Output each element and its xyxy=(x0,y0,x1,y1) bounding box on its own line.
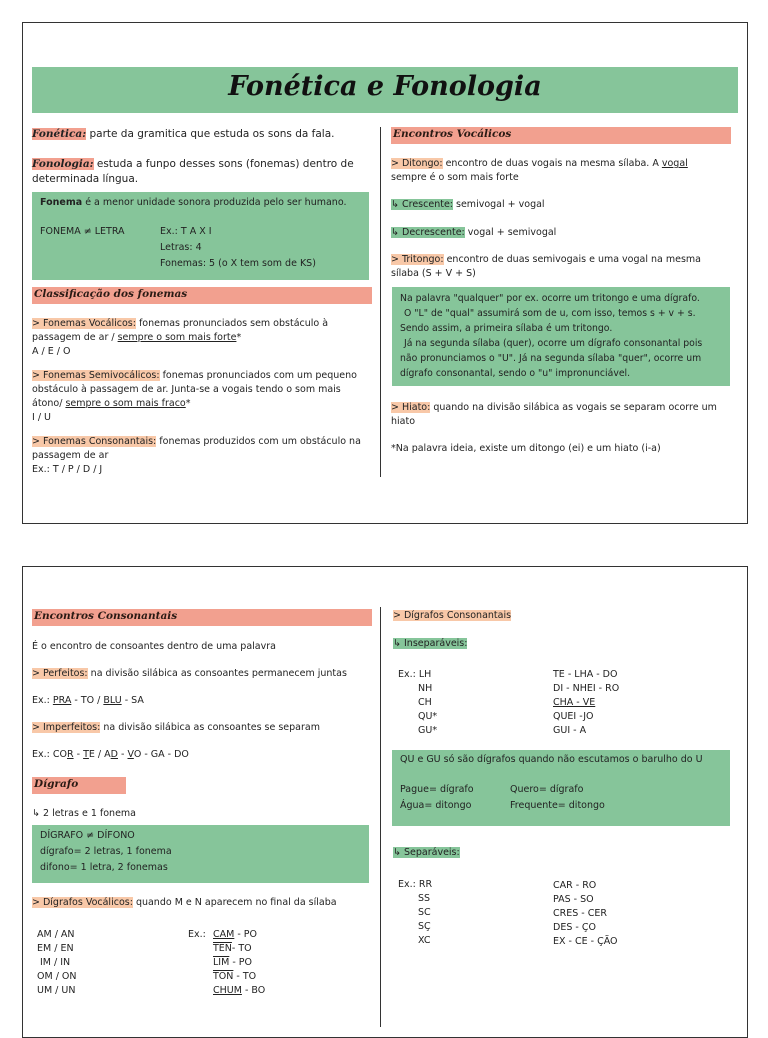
qu-gu-box xyxy=(392,750,730,826)
pague-example: Pague= dígrafo xyxy=(400,784,474,795)
digraph-example: DES - ÇO xyxy=(553,922,596,933)
separaveis-label: Separáveis: xyxy=(404,847,460,858)
syllable: - xyxy=(121,749,125,760)
digraph-item: Ex.: LH xyxy=(398,669,432,680)
syllable: O - GA - DO xyxy=(133,749,189,760)
quero-example: Quero= dígrafo xyxy=(510,784,584,795)
encontros-consonantais-intro: É o encontro de consoantes dentro de uma palavra xyxy=(32,641,276,652)
hiato-block xyxy=(391,401,736,429)
fonemas-count: Fonemas: 5 (o X tem som de KS) xyxy=(160,258,316,269)
imperfeitos-label: > Imperfeitos: xyxy=(32,722,101,733)
perfeitos-example xyxy=(32,694,144,708)
arrow-icon: ↳ xyxy=(391,227,399,238)
digraph-item: SC xyxy=(418,907,431,918)
page-two xyxy=(22,566,748,1038)
crescente-text: semivogal + vogal xyxy=(456,199,545,210)
inseparaveis-digraphs xyxy=(398,668,437,738)
tritongo-label: > Tritongo: xyxy=(391,254,444,265)
tritongo-box-line: Sendo assim, a primeira sílaba é um tritongo. xyxy=(400,323,613,334)
vowel-examples-label: Ex.: xyxy=(188,929,206,940)
digrafo-difono-box xyxy=(32,825,369,883)
classificacao-header-text: Classificação dos fonemas xyxy=(34,288,188,300)
example-prefix: Ex.: CO xyxy=(32,749,67,760)
letras-count: Letras: 4 xyxy=(160,242,202,253)
vowel-pair: EM / EN xyxy=(37,943,74,954)
syllable-underlined: CAM xyxy=(213,929,235,940)
fonologia-text: estuda a funpo desses sons (fonemas) dentro de determinada língua. xyxy=(32,158,354,185)
syllable: - xyxy=(76,749,81,760)
decrescente-label: Decrescente: xyxy=(402,227,465,238)
ditongo-block xyxy=(391,157,736,185)
syllable-overlined: $\overline{TON}$ xyxy=(213,971,234,982)
separaveis-line xyxy=(393,846,460,860)
fonemas-consonantais xyxy=(32,435,372,477)
perfeitos-label: > Perfeitos: xyxy=(32,668,88,679)
column-divider xyxy=(380,127,381,477)
ideia-note: *Na palavra ideia, existe um ditongo (ei) e um hiato (i-a) xyxy=(391,443,661,454)
digrafo-header xyxy=(32,777,126,794)
vocalicos-label: > Fonemas Vocálicos: xyxy=(32,318,136,329)
vowel-examples-list xyxy=(213,928,265,998)
imperfeitos-example xyxy=(32,748,189,762)
vocalicos-asterisk: * xyxy=(236,332,242,343)
consonantais-text: fonemas produzidos com um obstáculo na xyxy=(159,436,361,447)
imperfeitos-text: na divisão silábica as consoantes se separam xyxy=(103,722,320,733)
letter-underlined: T xyxy=(83,749,89,760)
tritongo-box-line: Já na segunda sílaba (quer), ocorre um dígrafo consonantal pois xyxy=(404,338,703,349)
consonantais-example: Ex.: T / P / D / J xyxy=(32,464,103,475)
encontros-vocalicos-header xyxy=(391,127,731,144)
fonema-neq-letra: FONEMA ≠ LETRA xyxy=(40,226,125,237)
hiato-label: > Hiato: xyxy=(391,402,431,413)
decrescente-text: vogal + semivogal xyxy=(467,227,557,238)
digrafos-vocalicos-line xyxy=(32,896,337,910)
classificacao-header xyxy=(32,287,372,304)
vocalicos-text-2: passagem de ar / xyxy=(32,332,115,343)
consonantais-text-2: passagem de ar xyxy=(32,450,109,461)
arrow-icon: ↳ xyxy=(32,808,40,819)
fonetica-term: Fonética: xyxy=(32,128,87,140)
digraph-item: NH xyxy=(418,683,433,694)
imperfeitos-line xyxy=(32,721,320,735)
digraph-item: SÇ xyxy=(418,921,431,932)
fonema-text: é a menor unidade sonora produzida pelo ser humano. xyxy=(85,197,347,208)
ditongo-text: encontro de duas vogais na mesma sílaba. A xyxy=(445,158,659,169)
letter-underlined: R xyxy=(66,749,74,760)
syllable: - PO xyxy=(229,957,252,968)
vowel-pair: AM / AN xyxy=(37,929,75,940)
tritongo-explanation-box xyxy=(392,287,730,386)
crescente-label: Crescente: xyxy=(402,199,453,210)
ditongo-label: > Ditongo: xyxy=(391,158,443,169)
syllable: - BO xyxy=(241,985,266,996)
digrafos-consonantais-label: > Dígrafos Consonantais xyxy=(393,610,512,621)
fonologia-term: Fonologia: xyxy=(32,158,94,170)
semivocalicos-underlined: sempre o som mais fraco xyxy=(65,398,186,409)
inseparaveis-line xyxy=(393,637,467,651)
syllable-overlined: $\overline{TEN}$ xyxy=(213,943,232,954)
semivocalicos-example: I / U xyxy=(32,412,51,423)
vowel-pairs-list xyxy=(37,928,77,998)
syllable: - TO / xyxy=(74,695,101,706)
vocalicos-text: fonemas pronunciados sem obstáculo à xyxy=(138,318,329,329)
crescente-line xyxy=(391,198,545,212)
page-title: Fonética e Fonologia xyxy=(228,71,542,102)
digrafo-def-text: 2 letras e 1 fonema xyxy=(43,808,136,819)
perfeitos-text: na divisão silábica as consoantes permanecem juntas xyxy=(90,668,347,679)
title-banner xyxy=(32,67,738,113)
vocalicos-underlined: sempre o som mais forte xyxy=(117,332,237,343)
hiato-text: quando na divisão silábica as vogais se separam ocorre um xyxy=(433,402,717,413)
encontros-consonantais-header-text: Encontros Consonantais xyxy=(34,610,178,622)
digraph-example: CAR - RO xyxy=(553,880,597,891)
fonema-definition xyxy=(40,196,346,210)
digraph-item: XC xyxy=(418,935,431,946)
qu-gu-rule: QU e GU só são dígrafos quando não escutamos o barulho do U xyxy=(400,754,703,765)
semivocalicos-text-2: obstáculo à passagem de ar. Junta-se a vogais tendo o som mais xyxy=(32,384,341,395)
vowel-pair: UM / UN xyxy=(37,985,76,996)
inseparaveis-label: Inseparáveis: xyxy=(404,638,468,649)
semivocalicos-label: > Fonemas Semivocálicos: xyxy=(32,370,160,381)
digrafo-definition xyxy=(32,807,136,821)
consonantais-label: > Fonemas Consonantais: xyxy=(32,436,157,447)
semivocalicos-text: fonemas pronunciados com um pequeno xyxy=(162,370,357,381)
tritongo-box-text xyxy=(400,291,702,381)
ditongo-text-2: sempre é o som mais forte xyxy=(391,172,519,183)
fonemas-vocalicos xyxy=(32,317,372,359)
arrow-icon: ↳ xyxy=(393,847,401,858)
ditongo-underlined: vogal xyxy=(661,158,688,169)
frequente-example: Frequente= ditongo xyxy=(510,800,605,811)
digraph-example: CHA - VE xyxy=(553,697,596,708)
digraph-item: QU* xyxy=(418,711,438,722)
syllable: E / A xyxy=(88,749,111,760)
fonema-example: Ex.: T A X I xyxy=(160,226,212,237)
syllable-underlined: BLU xyxy=(103,695,122,706)
tritongo-text: encontro de duas semivogais e uma vogal na mesma xyxy=(446,254,701,265)
digraph-item: CH xyxy=(418,697,432,708)
digraph-item: GU* xyxy=(418,725,438,736)
letter-underlined: D xyxy=(110,749,118,760)
syllable-underlined: CHUM xyxy=(213,985,242,996)
digrafo-box-line: difono= 1 letra, 2 fonemas xyxy=(40,862,168,873)
letter-underlined: V xyxy=(127,749,134,760)
vowel-pair: OM / ON xyxy=(37,971,77,982)
digraph-example: GUI - A xyxy=(553,725,587,736)
fonema-term: Fonema xyxy=(40,197,83,208)
inseparaveis-examples xyxy=(553,668,619,738)
example-prefix: Ex.: xyxy=(32,695,50,706)
digrafo-box-line: dígrafo= 2 letras, 1 fonema xyxy=(40,846,172,857)
syllable-overlined: $\overline{LIM}$ xyxy=(213,957,230,968)
separaveis-examples xyxy=(553,879,618,949)
fonetica-definition xyxy=(32,127,334,142)
fonologia-definition xyxy=(32,157,362,187)
page-one xyxy=(22,22,748,524)
digraph-example: EX - CE - ÇÃO xyxy=(553,936,618,947)
encontros-consonantais-header xyxy=(32,609,372,626)
arrow-icon: ↳ xyxy=(393,638,401,649)
column-divider xyxy=(380,607,381,1027)
digraph-example: DI - NHEI - RO xyxy=(553,683,620,694)
syllable: - TO xyxy=(231,943,252,954)
vowel-pair: IM / IN xyxy=(40,957,71,968)
digraph-item: Ex.: RR xyxy=(398,879,433,890)
vocalicos-example: A / E / O xyxy=(32,346,71,357)
fonema-box xyxy=(32,192,369,280)
agua-example: Água= ditongo xyxy=(400,800,472,811)
tritongo-box-line: dígrafo consonantal, sendo o "u" impronunciável. xyxy=(400,368,631,379)
syllable: - SA xyxy=(124,695,144,706)
digrafo-header-text: Dígrafo xyxy=(34,778,79,790)
semivocalicos-asterisk: * xyxy=(185,398,191,409)
digrafo-box-text xyxy=(40,828,172,876)
perfeitos-line xyxy=(32,667,347,681)
encontros-vocalicos-header-text: Encontros Vocálicos xyxy=(393,128,512,140)
digrafos-vocalicos-text: quando M e N aparecem no final da sílaba xyxy=(135,897,337,908)
digrafo-box-line: DÍGRAFO ≠ DÍFONO xyxy=(40,830,135,841)
hiato-text-2: hiato xyxy=(391,416,416,427)
digraph-example: CRES - CER xyxy=(553,908,607,919)
tritongo-block xyxy=(391,253,736,281)
digrafos-vocalicos-label: > Dígrafos Vocálicos: xyxy=(32,897,133,908)
digrafos-consonantais-line xyxy=(393,609,511,623)
digraph-example: QUEI -JO xyxy=(553,711,594,722)
digraph-example: TE - LHA - DO xyxy=(553,669,618,680)
digraph-item: SS xyxy=(418,893,431,904)
syllable: - PO xyxy=(234,929,258,940)
tritongo-box-line: não pronunciamos o "U". Já na segunda sílaba "quer", ocorre um xyxy=(400,353,702,364)
semivocalicos-atono: átono/ xyxy=(32,398,63,409)
syllable-underlined: PRA xyxy=(52,695,72,706)
separaveis-digraphs xyxy=(398,878,432,948)
tritongo-box-line: O "L" de "qual" assumirá som de u, com isso, temos s + v + s. xyxy=(404,308,696,319)
fonetica-text: parte da gramitica que estuda os sons da fala. xyxy=(89,128,335,140)
digraph-example: PAS - SO xyxy=(553,894,594,905)
fonemas-semivocalicos xyxy=(32,369,372,425)
decrescente-line xyxy=(391,226,556,240)
tritongo-text-2: sílaba (S + V + S) xyxy=(391,268,476,279)
tritongo-box-line: Na palavra "qualquer" por ex. ocorre um tritongo e uma dígrafo. xyxy=(400,293,700,304)
syllable: - TO xyxy=(233,971,257,982)
arrow-icon: ↳ xyxy=(391,199,399,210)
